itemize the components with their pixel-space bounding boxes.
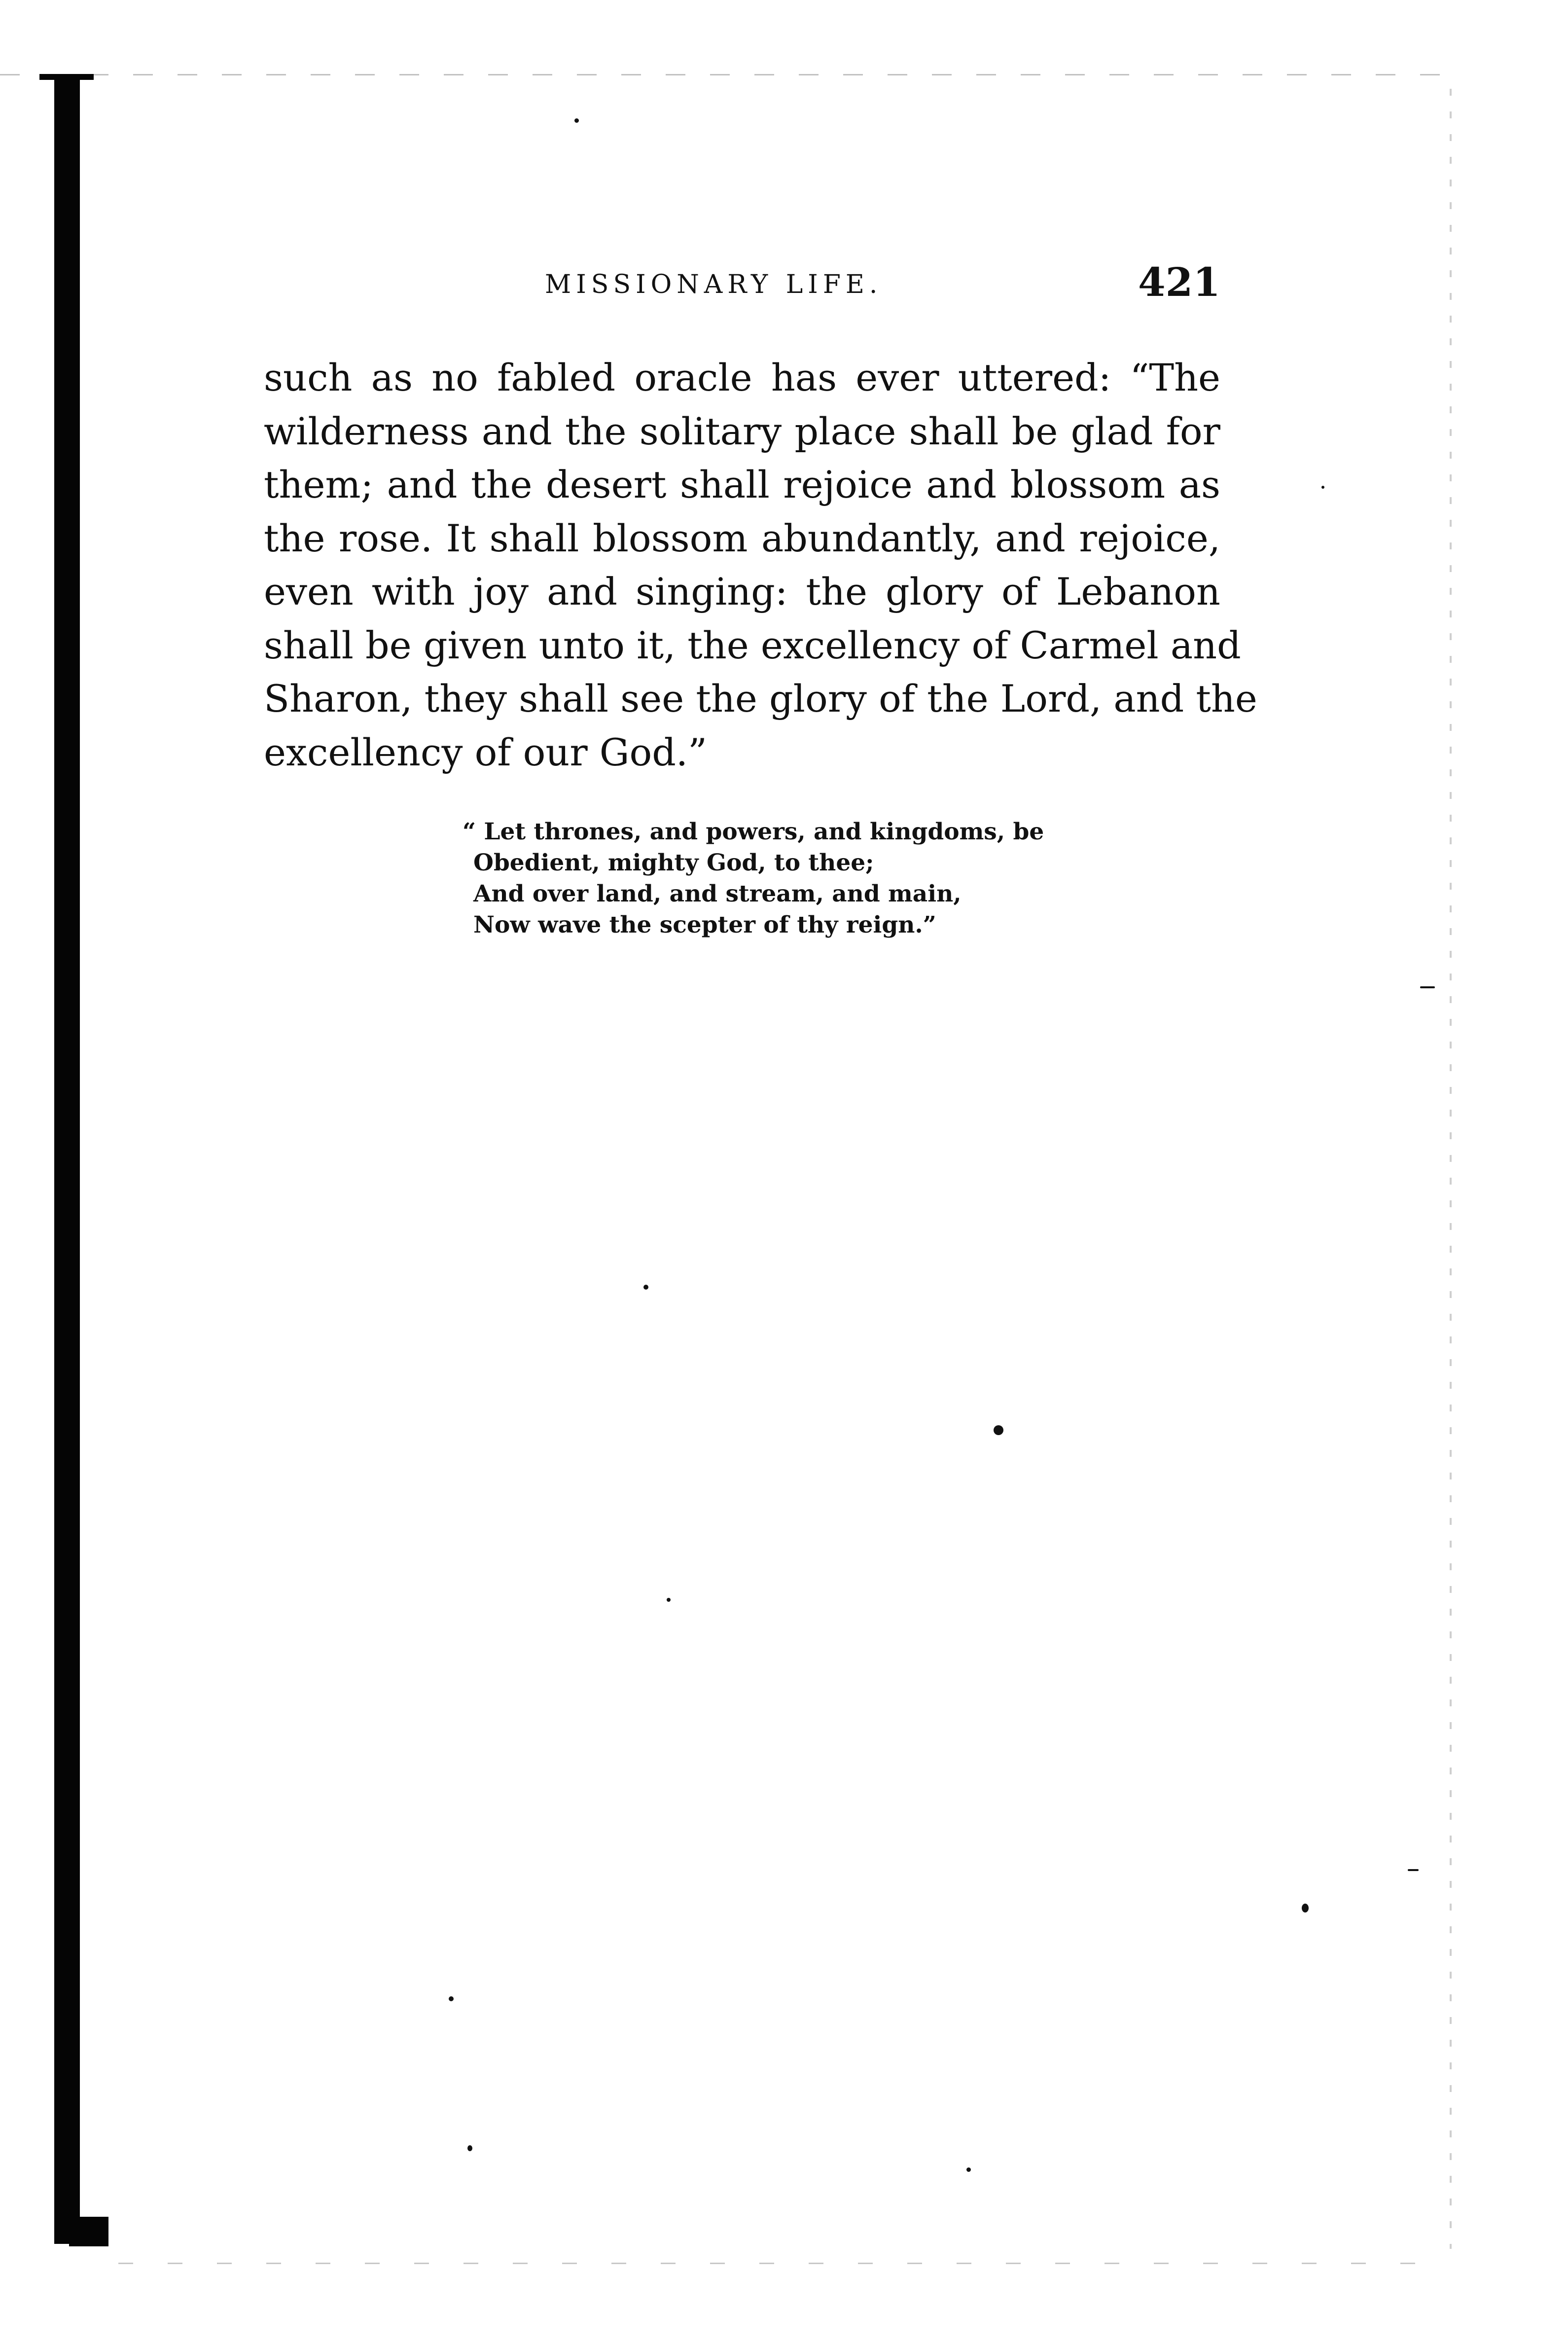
verse-line: Obedient, mighty God, to thee; xyxy=(473,849,874,876)
body-line: such as no fabled oracle has ever uttered: “The xyxy=(264,356,1220,399)
body-paragraph xyxy=(264,351,1257,779)
scan-right-edge xyxy=(1450,89,1452,2249)
scan-speck xyxy=(966,2167,971,2172)
body-line: wilderness and the solitary place shall be glad for xyxy=(264,409,1220,453)
verse-line: And over land, and stream, and main, xyxy=(473,880,962,907)
page-header xyxy=(264,259,1220,308)
body-line: them; and the desert shall rejoice and blossom as xyxy=(264,463,1220,506)
scan-speck xyxy=(449,1996,454,2001)
body-line: the rose. It shall blossom abundantly, and rejoice, xyxy=(264,516,1220,560)
verse-quotation xyxy=(463,816,1044,940)
body-line: even with joy and singing: the glory of Lebanon xyxy=(264,570,1220,613)
scan-speck xyxy=(667,1598,671,1602)
scan-binding-edge-foot xyxy=(69,2217,108,2246)
running-head: MISSIONARY LIFE. xyxy=(545,270,883,299)
body-line: Sharon, they shall see the glory of the Lord, and the xyxy=(264,677,1257,721)
verse-line: Now wave the scepter of thy reign.” xyxy=(473,911,936,938)
scan-speck xyxy=(994,1425,1003,1435)
scan-speck xyxy=(574,118,579,123)
body-line: excellency of our God.” xyxy=(264,730,707,774)
scan-bottom-edge xyxy=(118,2263,1450,2264)
body-line: shall be given unto it, the excellency of Carmel and xyxy=(264,623,1241,667)
scan-binding-edge xyxy=(54,74,80,2244)
scan-speck xyxy=(1420,986,1435,988)
scan-speck xyxy=(1302,1904,1309,1912)
scan-top-edge xyxy=(0,74,1460,75)
verse-line: “ Let thrones, and powers, and kingdoms, be xyxy=(463,818,1044,845)
scan-speck xyxy=(467,2145,472,2151)
scan-speck xyxy=(1408,1869,1419,1871)
scan-speck xyxy=(1321,486,1324,489)
scan-speck xyxy=(643,1285,648,1290)
page-number: 421 xyxy=(1138,259,1220,305)
